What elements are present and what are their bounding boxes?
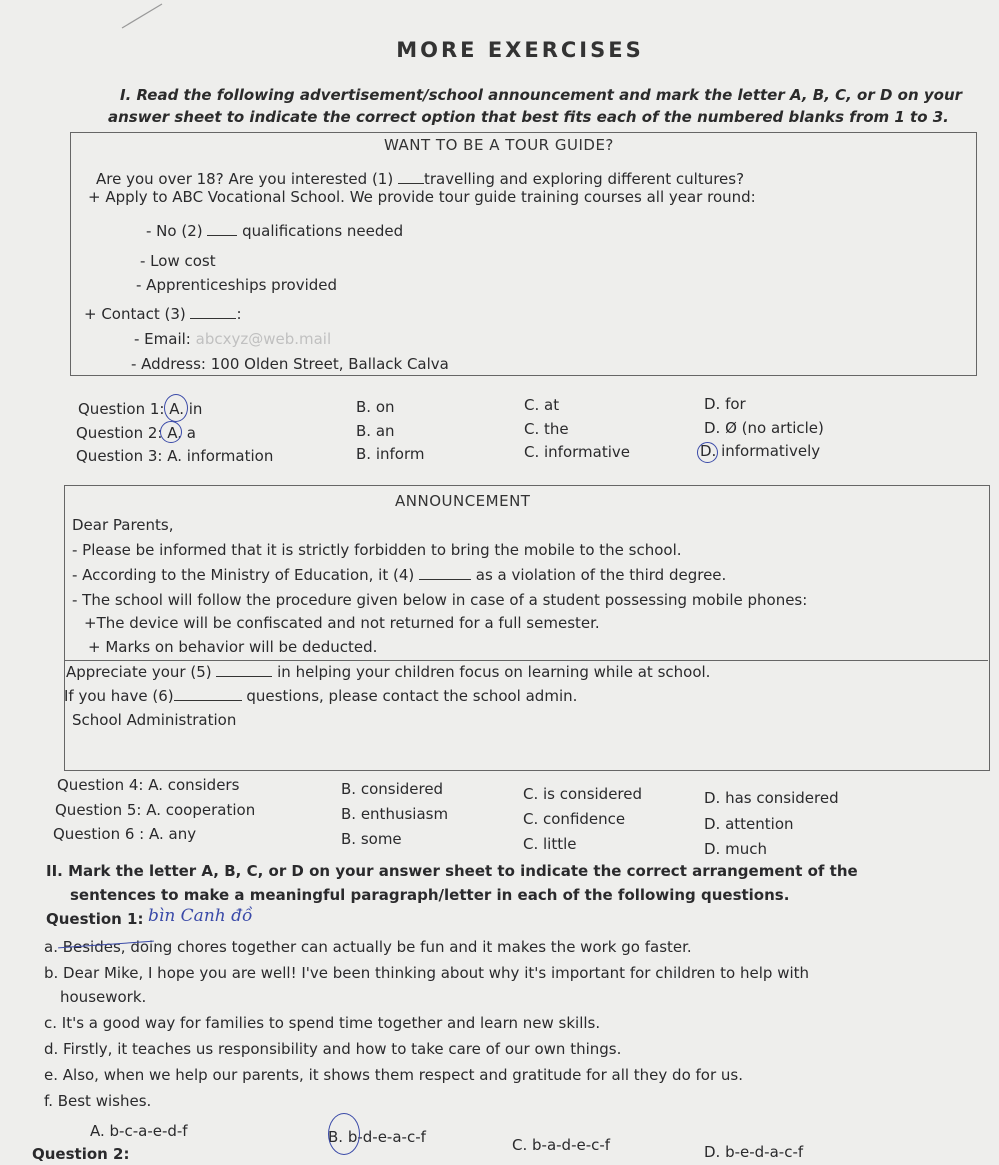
sentence-b: b. Dear Mike, I hope you are well! I've been thinking about why it's important for children to help with [44,964,810,982]
sentence-d: d. Firstly, it teaches us responsibility and how to take care of our own things. [44,1040,622,1058]
ad-line-6-start: + Contact (3) [84,305,191,323]
answer-circle-q2 [160,421,182,443]
q4-option-d: D. has considered [704,789,839,807]
q6-option-c: C. little [523,835,577,853]
q3-option-b: B. inform [356,445,425,463]
ad-line-4: - Low cost [140,252,216,270]
ad-heading: WANT TO BE A TOUR GUIDE? [384,136,614,154]
ad-line-7 [134,330,331,348]
answer-circle-q3 [697,442,718,463]
ad-line-3-start: - No (2) [146,222,208,240]
q5-option-b: B. enthusiasm [341,805,449,823]
ad-line-1-end: travelling and exploring different cultures? [423,170,745,188]
ad-line-2: + Apply to ABC Vocational School. We provide tour guide training courses all year round: [88,188,756,206]
sentence-e: e. Also, when we help our parents, it shows them respect and gratitude for all they do for us. [44,1066,744,1084]
part1-instruction-line1: I. Read the following advertisement/school announcement and mark the letter A, B, C, or D on your [120,86,963,104]
ad-line-1-start: Are you over 18? Are you interested (1) [96,170,398,188]
q6-label: Question 6 : A. any [53,825,197,843]
announcement-line-5: +The device will be confiscated and not returned for a full semester. [84,614,600,632]
announcement-line-4: - The school will follow the procedure given below in case of a student possessing mobile phones: [72,591,808,609]
q5-option-d: D. attention [704,815,794,833]
ad-email-value: abcxyz@web.mail [195,330,332,348]
q2-option-b: B. an [356,422,395,440]
part2-q1-option-d: D. b-e-d-a-c-f [704,1143,804,1161]
part2-instruction-line1: II. Mark the letter A, B, C, or D on your answer sheet to indicate the correct arrangement of the [46,862,858,880]
q4-label: Question 4: A. considers [57,776,240,794]
ad-email-label: - Email: [134,330,196,348]
part2-q2-label: Question 2: [32,1145,130,1163]
announcement-line-3 [72,566,726,584]
part2-q1-option-b: B. b-d-e-a-c-f [328,1128,426,1146]
blank-3 [190,307,236,319]
blank-5 [216,665,272,677]
q3-option-c: C. informative [524,443,631,461]
announcement-heading: ANNOUNCEMENT [395,492,531,510]
ad-line-5: - Apprenticeships provided [136,276,338,294]
announcement-line-9: School Administration [72,711,237,729]
q1-option-c: C. at [524,396,560,414]
ad-line-3 [146,222,403,240]
blank-1 [398,172,424,184]
q1-option-d: D. for [704,395,746,413]
announcement-line-7-end: in helping your children focus on learning while at school. [272,663,711,681]
q2-option-d: D. Ø (no article) [704,419,824,437]
q6-option-b: B. some [341,830,402,848]
sentence-a: a. Besides, doing chores together can actually be fun and it makes the work go faster. [44,938,692,956]
q2-label: Question 2: A. a [76,424,196,442]
announcement-line-1: Dear Parents, [72,516,174,534]
part2-instruction-line2: sentences to make a meaningful paragraph/letter in each of the following questions. [70,886,790,904]
q4-option-c: C. is considered [523,785,643,803]
page-title: MORE EXERCISES [396,38,644,62]
announcement-line-8-end: questions, please contact the school admin. [241,687,578,705]
q3-label: Question 3: A. information [76,447,274,465]
q3-option-d: D. informatively [700,442,821,460]
pen-mark-icon [118,0,168,32]
ad-line-3-end: qualifications needed [237,222,404,240]
announcement-line-3-start: - According to the Ministry of Education, it (4) [72,566,420,584]
blank-2 [207,224,237,236]
q2-option-c: C. the [524,420,569,438]
q5-option-c: C. confidence [523,810,626,828]
part1-instruction-line2: answer sheet to indicate the correct option that best fits each of the numbered blanks from 1 to 3. [108,108,949,126]
ad-line-8: - Address: 100 Olden Street, Ballack Calva [131,355,449,373]
announcement-line-7-start: Appreciate your (5) [66,663,217,681]
blank-6 [174,689,242,701]
part2-q1-option-c: C. b-a-d-e-c-f [512,1136,611,1154]
announcement-line-8 [64,687,577,705]
sentence-c: c. It's a good way for families to spend time together and learn new skills. [44,1014,601,1032]
announcement-line-2: - Please be informed that it is strictly forbidden to bring the mobile to the school. [72,541,682,559]
answer-circle-part2-q1 [328,1113,360,1155]
announcement-line-6: + Marks on behavior will be deducted. [88,638,378,656]
sentence-b-continued: housework. [60,988,147,1006]
answer-circle-q1 [164,394,188,422]
announcement-line-8-start: If you have (6) [64,687,174,705]
part2-q1-option-a: A. b-c-a-e-d-f [90,1122,188,1140]
q1-option-b: B. on [356,398,395,416]
blank-4 [419,568,471,580]
q1-label: Question 1: A. in [78,400,203,418]
ad-line-6 [84,305,242,323]
q4-option-b: B. considered [341,780,444,798]
announcement-line-7 [66,663,710,681]
ad-line-6-end: : [236,305,242,323]
part2-q1-label: Question 1: [46,910,144,928]
handwritten-note: bìn Canh đồ [148,906,253,926]
announcement-divider [64,660,988,661]
announcement-line-3-end: as a violation of the third degree. [471,566,727,584]
q5-label: Question 5: A. cooperation [55,801,256,819]
sentence-f: f. Best wishes. [44,1092,152,1110]
q6-option-d: D. much [704,840,767,858]
ad-line-1 [96,170,744,188]
